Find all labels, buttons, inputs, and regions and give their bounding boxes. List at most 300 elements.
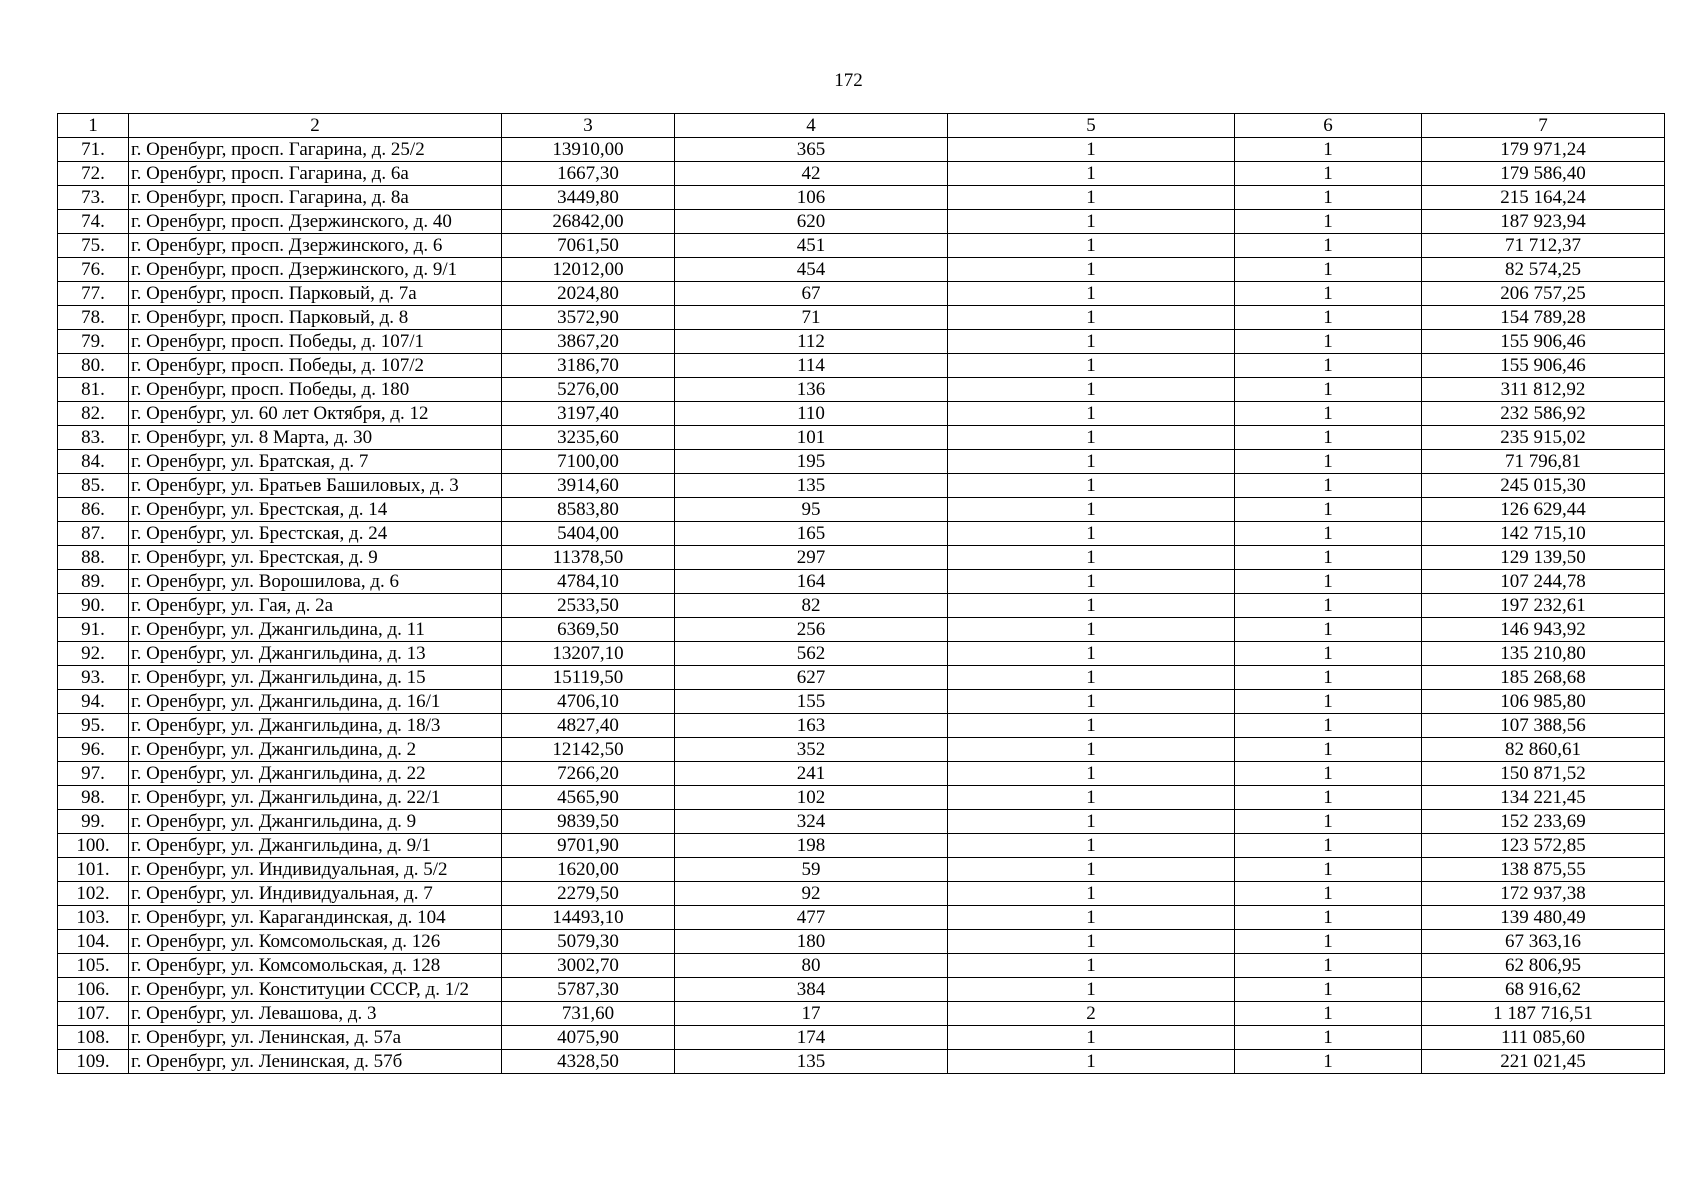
row-area: 3449,80: [502, 186, 675, 210]
row-residents: 82: [675, 594, 948, 618]
row-residents: 71: [675, 306, 948, 330]
row-residents: 241: [675, 762, 948, 786]
row-col5: 1: [948, 330, 1235, 354]
row-area: 13910,00: [502, 138, 675, 162]
row-cost: 1 187 716,51: [1422, 1002, 1665, 1026]
row-col5: 2: [948, 1002, 1235, 1026]
row-number: 81.: [58, 378, 129, 402]
row-col5: 1: [948, 738, 1235, 762]
row-col6: 1: [1235, 330, 1422, 354]
row-cost: 155 906,46: [1422, 330, 1665, 354]
row-number: 78.: [58, 306, 129, 330]
row-cost: 71 796,81: [1422, 450, 1665, 474]
row-address: г. Оренбург, ул. Ленинская, д. 57б: [129, 1050, 502, 1074]
row-col5: 1: [948, 306, 1235, 330]
row-col5: 1: [948, 858, 1235, 882]
row-area: 15119,50: [502, 666, 675, 690]
row-number: 88.: [58, 546, 129, 570]
row-cost: 179 586,40: [1422, 162, 1665, 186]
table-row: [58, 522, 1665, 546]
row-number: 87.: [58, 522, 129, 546]
row-area: 4565,90: [502, 786, 675, 810]
row-cost: 138 875,55: [1422, 858, 1665, 882]
row-col6: 1: [1235, 858, 1422, 882]
row-cost: 67 363,16: [1422, 930, 1665, 954]
row-col5: 1: [948, 474, 1235, 498]
row-address: г. Оренбург, ул. Джангильдина, д. 13: [129, 642, 502, 666]
row-residents: 352: [675, 738, 948, 762]
row-number: 71.: [58, 138, 129, 162]
row-cost: 311 812,92: [1422, 378, 1665, 402]
row-cost: 152 233,69: [1422, 810, 1665, 834]
row-col5: 1: [948, 642, 1235, 666]
row-number: 76.: [58, 258, 129, 282]
row-cost: 71 712,37: [1422, 234, 1665, 258]
row-col5: 1: [948, 618, 1235, 642]
row-col6: 1: [1235, 402, 1422, 426]
row-address: г. Оренбург, просп. Победы, д. 107/2: [129, 354, 502, 378]
row-area: 3914,60: [502, 474, 675, 498]
row-area: 8583,80: [502, 498, 675, 522]
row-address: г. Оренбург, просп. Победы, д. 180: [129, 378, 502, 402]
table-row: [58, 594, 1665, 618]
page-number: 172: [834, 70, 863, 91]
row-number: 92.: [58, 642, 129, 666]
row-address: г. Оренбург, ул. Джангильдина, д. 18/3: [129, 714, 502, 738]
row-col6: 1: [1235, 186, 1422, 210]
row-cost: 197 232,61: [1422, 594, 1665, 618]
row-cost: 179 971,24: [1422, 138, 1665, 162]
row-residents: 198: [675, 834, 948, 858]
row-residents: 112: [675, 330, 948, 354]
row-area: 1620,00: [502, 858, 675, 882]
row-area: 14493,10: [502, 906, 675, 930]
row-col6: 1: [1235, 426, 1422, 450]
row-cost: 154 789,28: [1422, 306, 1665, 330]
row-col6: 1: [1235, 738, 1422, 762]
row-col5: 1: [948, 594, 1235, 618]
row-residents: 110: [675, 402, 948, 426]
row-area: 3002,70: [502, 954, 675, 978]
row-col6: 1: [1235, 450, 1422, 474]
table-row: [58, 690, 1665, 714]
row-cost: 150 871,52: [1422, 762, 1665, 786]
row-residents: 324: [675, 810, 948, 834]
row-cost: 155 906,46: [1422, 354, 1665, 378]
row-address: г. Оренбург, ул. Комсомольская, д. 128: [129, 954, 502, 978]
row-residents: 135: [675, 474, 948, 498]
header-row: [58, 114, 1665, 138]
row-number: 96.: [58, 738, 129, 762]
row-col6: 1: [1235, 162, 1422, 186]
row-col6: 1: [1235, 1002, 1422, 1026]
row-col5: 1: [948, 954, 1235, 978]
row-address: г. Оренбург, просп. Дзержинского, д. 40: [129, 210, 502, 234]
row-cost: 232 586,92: [1422, 402, 1665, 426]
row-col6: 1: [1235, 210, 1422, 234]
row-residents: 163: [675, 714, 948, 738]
row-address: г. Оренбург, ул. Джангильдина, д. 2: [129, 738, 502, 762]
row-address: г. Оренбург, просп. Дзержинского, д. 6: [129, 234, 502, 258]
row-area: 4827,40: [502, 714, 675, 738]
row-col6: 1: [1235, 1050, 1422, 1074]
row-residents: 256: [675, 618, 948, 642]
row-col5: 1: [948, 378, 1235, 402]
row-number: 109.: [58, 1050, 129, 1074]
row-residents: 454: [675, 258, 948, 282]
table-row: [58, 978, 1665, 1002]
row-col6: 1: [1235, 258, 1422, 282]
row-residents: 384: [675, 978, 948, 1002]
row-address: г. Оренбург, просп. Парковый, д. 8: [129, 306, 502, 330]
row-col6: 1: [1235, 618, 1422, 642]
row-col5: 1: [948, 282, 1235, 306]
row-col6: 1: [1235, 306, 1422, 330]
row-col5: 1: [948, 978, 1235, 1002]
column-header: 1: [58, 114, 129, 138]
row-residents: 67: [675, 282, 948, 306]
table-row: [58, 474, 1665, 498]
table-body: [58, 138, 1665, 1074]
register-table: [57, 113, 1665, 1074]
table-row: [58, 762, 1665, 786]
row-area: 3235,60: [502, 426, 675, 450]
row-cost: 245 015,30: [1422, 474, 1665, 498]
row-cost: 134 221,45: [1422, 786, 1665, 810]
row-col5: 1: [948, 666, 1235, 690]
row-number: 83.: [58, 426, 129, 450]
row-area: 11378,50: [502, 546, 675, 570]
row-area: 4075,90: [502, 1026, 675, 1050]
row-area: 5079,30: [502, 930, 675, 954]
row-residents: 135: [675, 1050, 948, 1074]
row-col6: 1: [1235, 714, 1422, 738]
row-residents: 80: [675, 954, 948, 978]
row-address: г. Оренбург, ул. Комсомольская, д. 126: [129, 930, 502, 954]
row-residents: 297: [675, 546, 948, 570]
row-residents: 155: [675, 690, 948, 714]
row-col6: 1: [1235, 810, 1422, 834]
row-cost: 215 164,24: [1422, 186, 1665, 210]
row-cost: 129 139,50: [1422, 546, 1665, 570]
table-row: [58, 666, 1665, 690]
row-address: г. Оренбург, ул. 60 лет Октября, д. 12: [129, 402, 502, 426]
row-area: 26842,00: [502, 210, 675, 234]
row-number: 104.: [58, 930, 129, 954]
row-col5: 1: [948, 354, 1235, 378]
row-col6: 1: [1235, 594, 1422, 618]
row-address: г. Оренбург, ул. Джангильдина, д. 9: [129, 810, 502, 834]
row-col6: 1: [1235, 234, 1422, 258]
row-col6: 1: [1235, 834, 1422, 858]
row-col5: 1: [948, 762, 1235, 786]
row-col5: 1: [948, 906, 1235, 930]
row-number: 73.: [58, 186, 129, 210]
row-residents: 164: [675, 570, 948, 594]
row-area: 5787,30: [502, 978, 675, 1002]
table-row: [58, 882, 1665, 906]
row-col6: 1: [1235, 474, 1422, 498]
row-number: 75.: [58, 234, 129, 258]
row-col6: 1: [1235, 138, 1422, 162]
row-address: г. Оренбург, ул. Джангильдина, д. 11: [129, 618, 502, 642]
row-address: г. Оренбург, ул. Брестская, д. 14: [129, 498, 502, 522]
table-row: [58, 378, 1665, 402]
row-number: 90.: [58, 594, 129, 618]
row-col6: 1: [1235, 690, 1422, 714]
row-col5: 1: [948, 1050, 1235, 1074]
row-address: г. Оренбург, ул. 8 Марта, д. 30: [129, 426, 502, 450]
row-area: 3197,40: [502, 402, 675, 426]
row-area: 9701,90: [502, 834, 675, 858]
row-col5: 1: [948, 786, 1235, 810]
table-row: [58, 570, 1665, 594]
row-residents: 59: [675, 858, 948, 882]
row-cost: 123 572,85: [1422, 834, 1665, 858]
row-cost: 185 268,68: [1422, 666, 1665, 690]
row-cost: 142 715,10: [1422, 522, 1665, 546]
row-address: г. Оренбург, просп. Гагарина, д. 25/2: [129, 138, 502, 162]
row-address: г. Оренбург, ул. Брестская, д. 9: [129, 546, 502, 570]
row-col6: 1: [1235, 882, 1422, 906]
row-residents: 627: [675, 666, 948, 690]
table-row: [58, 786, 1665, 810]
row-number: 99.: [58, 810, 129, 834]
row-cost: 68 916,62: [1422, 978, 1665, 1002]
row-address: г. Оренбург, ул. Джангильдина, д. 15: [129, 666, 502, 690]
row-cost: 62 806,95: [1422, 954, 1665, 978]
row-col5: 1: [948, 162, 1235, 186]
table-row: [58, 498, 1665, 522]
row-area: 12012,00: [502, 258, 675, 282]
row-col5: 1: [948, 426, 1235, 450]
row-col5: 1: [948, 1026, 1235, 1050]
row-area: 4328,50: [502, 1050, 675, 1074]
row-residents: 451: [675, 234, 948, 258]
row-area: 3867,20: [502, 330, 675, 354]
row-number: 85.: [58, 474, 129, 498]
row-residents: 102: [675, 786, 948, 810]
row-residents: 165: [675, 522, 948, 546]
column-header: 6: [1235, 114, 1422, 138]
column-header: 2: [129, 114, 502, 138]
row-residents: 106: [675, 186, 948, 210]
row-col5: 1: [948, 930, 1235, 954]
row-number: 105.: [58, 954, 129, 978]
row-residents: 136: [675, 378, 948, 402]
row-number: 89.: [58, 570, 129, 594]
row-address: г. Оренбург, ул. Джангильдина, д. 16/1: [129, 690, 502, 714]
row-col5: 1: [948, 834, 1235, 858]
row-area: 5404,00: [502, 522, 675, 546]
row-col5: 1: [948, 234, 1235, 258]
table-row: [58, 186, 1665, 210]
row-area: 731,60: [502, 1002, 675, 1026]
row-address: г. Оренбург, ул. Ворошилова, д. 6: [129, 570, 502, 594]
row-col5: 1: [948, 810, 1235, 834]
row-residents: 365: [675, 138, 948, 162]
row-residents: 17: [675, 1002, 948, 1026]
row-area: 6369,50: [502, 618, 675, 642]
row-number: 72.: [58, 162, 129, 186]
row-col6: 1: [1235, 786, 1422, 810]
row-col6: 1: [1235, 546, 1422, 570]
row-area: 2533,50: [502, 594, 675, 618]
row-area: 5276,00: [502, 378, 675, 402]
table-row: [58, 930, 1665, 954]
row-number: 101.: [58, 858, 129, 882]
row-residents: 92: [675, 882, 948, 906]
row-col6: 1: [1235, 498, 1422, 522]
table-row: [58, 642, 1665, 666]
row-area: 3186,70: [502, 354, 675, 378]
row-number: 84.: [58, 450, 129, 474]
row-number: 74.: [58, 210, 129, 234]
row-cost: 126 629,44: [1422, 498, 1665, 522]
row-address: г. Оренбург, просп. Парковый, д. 7а: [129, 282, 502, 306]
table-row: [58, 1026, 1665, 1050]
row-col6: 1: [1235, 762, 1422, 786]
row-col6: 1: [1235, 666, 1422, 690]
table-row: [58, 714, 1665, 738]
row-address: г. Оренбург, ул. Джангильдина, д. 9/1: [129, 834, 502, 858]
row-area: 4784,10: [502, 570, 675, 594]
column-header: 3: [502, 114, 675, 138]
row-residents: 477: [675, 906, 948, 930]
row-number: 77.: [58, 282, 129, 306]
row-number: 82.: [58, 402, 129, 426]
row-address: г. Оренбург, ул. Братская, д. 7: [129, 450, 502, 474]
table-row: [58, 282, 1665, 306]
row-address: г. Оренбург, просп. Гагарина, д. 6а: [129, 162, 502, 186]
row-col6: 1: [1235, 1026, 1422, 1050]
row-col5: 1: [948, 450, 1235, 474]
row-address: г. Оренбург, ул. Индивидуальная, д. 5/2: [129, 858, 502, 882]
row-number: 102.: [58, 882, 129, 906]
column-header: 5: [948, 114, 1235, 138]
row-number: 107.: [58, 1002, 129, 1026]
table-row: [58, 426, 1665, 450]
table-row: [58, 1050, 1665, 1074]
table-row: [58, 858, 1665, 882]
row-col6: 1: [1235, 954, 1422, 978]
row-number: 95.: [58, 714, 129, 738]
row-address: г. Оренбург, просп. Дзержинского, д. 9/1: [129, 258, 502, 282]
row-area: 1667,30: [502, 162, 675, 186]
row-cost: 139 480,49: [1422, 906, 1665, 930]
table-row: [58, 138, 1665, 162]
row-address: г. Оренбург, ул. Индивидуальная, д. 7: [129, 882, 502, 906]
row-number: 108.: [58, 1026, 129, 1050]
row-col5: 1: [948, 498, 1235, 522]
row-col5: 1: [948, 546, 1235, 570]
row-col5: 1: [948, 714, 1235, 738]
row-number: 98.: [58, 786, 129, 810]
table-row: [58, 234, 1665, 258]
row-cost: 111 085,60: [1422, 1026, 1665, 1050]
row-cost: 106 985,80: [1422, 690, 1665, 714]
table-row: [58, 954, 1665, 978]
table-row: [58, 450, 1665, 474]
row-address: г. Оренбург, просп. Победы, д. 107/1: [129, 330, 502, 354]
row-cost: 135 210,80: [1422, 642, 1665, 666]
row-number: 86.: [58, 498, 129, 522]
row-address: г. Оренбург, ул. Брестская, д. 24: [129, 522, 502, 546]
row-cost: 82 860,61: [1422, 738, 1665, 762]
row-residents: 114: [675, 354, 948, 378]
row-col5: 1: [948, 138, 1235, 162]
table-row: [58, 354, 1665, 378]
table-row: [58, 1002, 1665, 1026]
row-cost: 235 915,02: [1422, 426, 1665, 450]
row-col6: 1: [1235, 522, 1422, 546]
row-area: 7061,50: [502, 234, 675, 258]
row-col6: 1: [1235, 378, 1422, 402]
row-number: 80.: [58, 354, 129, 378]
row-number: 94.: [58, 690, 129, 714]
row-col5: 1: [948, 402, 1235, 426]
row-residents: 101: [675, 426, 948, 450]
table-row: [58, 306, 1665, 330]
row-area: 9839,50: [502, 810, 675, 834]
table-row: [58, 906, 1665, 930]
row-area: 12142,50: [502, 738, 675, 762]
column-header: 7: [1422, 114, 1665, 138]
row-residents: 180: [675, 930, 948, 954]
row-area: 7100,00: [502, 450, 675, 474]
table-row: [58, 258, 1665, 282]
row-cost: 187 923,94: [1422, 210, 1665, 234]
row-address: г. Оренбург, ул. Братьев Башиловых, д. 3: [129, 474, 502, 498]
row-col6: 1: [1235, 978, 1422, 1002]
row-area: 7266,20: [502, 762, 675, 786]
row-col5: 1: [948, 186, 1235, 210]
row-residents: 95: [675, 498, 948, 522]
row-number: 91.: [58, 618, 129, 642]
row-number: 106.: [58, 978, 129, 1002]
row-cost: 146 943,92: [1422, 618, 1665, 642]
row-number: 97.: [58, 762, 129, 786]
row-col5: 1: [948, 690, 1235, 714]
row-col6: 1: [1235, 282, 1422, 306]
row-number: 79.: [58, 330, 129, 354]
table-row: [58, 162, 1665, 186]
row-address: г. Оренбург, ул. Гая, д. 2а: [129, 594, 502, 618]
row-residents: 620: [675, 210, 948, 234]
row-address: г. Оренбург, просп. Гагарина, д. 8а: [129, 186, 502, 210]
row-residents: 174: [675, 1026, 948, 1050]
column-header: 4: [675, 114, 948, 138]
table-row: [58, 834, 1665, 858]
row-col6: 1: [1235, 354, 1422, 378]
row-cost: 107 244,78: [1422, 570, 1665, 594]
row-address: г. Оренбург, ул. Джангильдина, д. 22/1: [129, 786, 502, 810]
row-cost: 82 574,25: [1422, 258, 1665, 282]
row-address: г. Оренбург, ул. Ленинская, д. 57а: [129, 1026, 502, 1050]
row-cost: 206 757,25: [1422, 282, 1665, 306]
row-col6: 1: [1235, 906, 1422, 930]
row-col5: 1: [948, 210, 1235, 234]
row-address: г. Оренбург, ул. Карагандинская, д. 104: [129, 906, 502, 930]
row-cost: 107 388,56: [1422, 714, 1665, 738]
row-col5: 1: [948, 570, 1235, 594]
table-row: [58, 546, 1665, 570]
row-col5: 1: [948, 522, 1235, 546]
table-row: [58, 810, 1665, 834]
row-residents: 195: [675, 450, 948, 474]
row-cost: 221 021,45: [1422, 1050, 1665, 1074]
row-col6: 1: [1235, 930, 1422, 954]
